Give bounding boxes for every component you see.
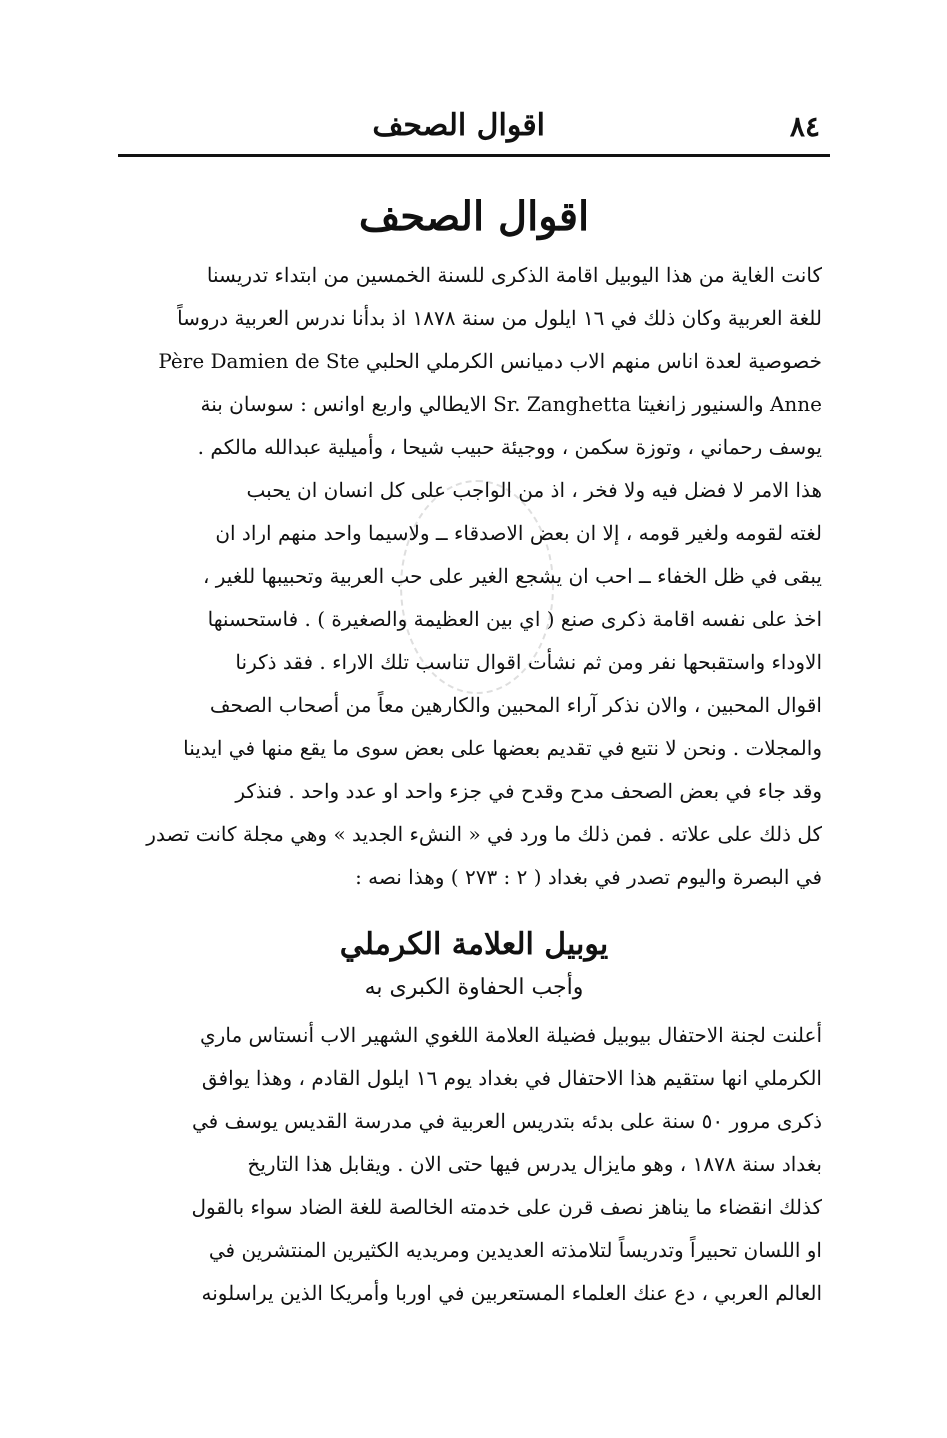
- body-line: بغداد سنة ١٨٧٨ ، وهو مايزال يدرس فيها حتى الان . ويقابل هذا التاريخ: [247, 1152, 822, 1176]
- body-line: العالم العربي ، دع عنك العلماء المستعربين في اوربا وأمريكا الذين يراسلونه: [201, 1281, 822, 1305]
- body-line: هذا الامر لا فضل فيه ولا فخر ، اذ من الواجب على كل انسان ان يحبب: [246, 478, 822, 502]
- body-line: الاوداء واستقبحها نفر ومن ثم نشأت اقوال تناسب تلك الاراء . فقد ذكرنا: [235, 650, 822, 674]
- body-line: كل ذلك على علاته . فمن ذلك ما ورد في « النشء الجديد » وهي مجلة كانت تصدر: [146, 822, 822, 846]
- body-line: للغة العربية وكان ذلك في ١٦ ايلول من سنة ١٨٧٨ اذ بدأنا ندرس العربية دروساً: [177, 306, 822, 330]
- article-heading: يوبيل العلامة الكرملي: [339, 927, 609, 962]
- body-line: يوسف رحماني ، وتوزة سكمن ، ووجيئة حبيب شيحا ، وأميلية عبدالله مالكم .: [197, 435, 822, 459]
- running-header-title: اقوال الصحف: [372, 108, 545, 143]
- body-line: لغته لقومه ولغير قومه ، إلا ان بعض الاصدقاء ــ ولاسيما واحد منهم اراد ان: [215, 521, 822, 545]
- section-title: اقوال الصحف: [358, 193, 590, 240]
- body-line: ذكرى مرور ٥٠ سنة على بدئه بتدريس العربية في مدرسة القديس يوسف في: [191, 1109, 822, 1133]
- body-line: أعلنت لجنة الاحتفال بيوبيل فضيلة العلامة اللغوي الشهير الاب أنستاس ماري: [200, 1023, 822, 1047]
- body-line: والمجلات . ونحن لا نتبع في تقديم بعضها على بعض سوى ما يقع منها في ايدينا: [183, 736, 822, 760]
- body-line: كذلك انقضاء ما يناهز نصف قرن على خدمته الخالصة للغة الضاد سواء بالقول: [191, 1195, 822, 1219]
- body-line: الكرملي انها ستقيم هذا الاحتفال في بغداد يوم ١٦ ايلول القادم ، وهذا يوافق: [201, 1066, 822, 1090]
- body-line: او اللسان تحبيراً وتدريساً لتلامذته العديدين ومريديه الكثيرين المنتشرين في: [208, 1238, 822, 1262]
- running-header: [118, 98, 830, 150]
- body-line: كانت الغاية من هذا اليوبيل اقامة الذكرى للسنة الخمسين من ابتداء تدريسنا: [206, 263, 822, 287]
- body-line: اقوال المحبين ، والان نذكر آراء المحبين والكارهين معاً من أصحاب الصحف: [209, 693, 822, 717]
- body-line: خصوصية لعدة اناس منهم الاب دميانس الكرملي الحلبي Père Damien de Ste: [158, 349, 822, 373]
- body-line: اخذ على نفسه اقامة ذكرى صنع ( اي بين العظيمة والصغيرة ) . فاستحسنها: [207, 607, 822, 631]
- page-number: ٨٤: [789, 110, 820, 143]
- body-line: في البصرة واليوم تصدر في بغداد ( ٢ : ٢٧٣ ) وهذا نصه :: [355, 865, 822, 889]
- article-subheading: وأجب الحفاوة الكبرى به: [364, 975, 584, 1000]
- body-line: Anne والسنيور زانغيتا Sr. Zanghetta الايطالي واربع اوانس : سوسان بنة: [200, 392, 822, 416]
- body-line: يبقى في ظل الخفاء ــ احب ان يشجع الغير على حب العربية وتحبيبها للغير ،: [202, 564, 822, 588]
- header-divider: [118, 154, 830, 157]
- body-line: وقد جاء في بعض الصحف مدح وقدح في جزء واحد او عدد واحد . فنذكر: [235, 779, 822, 803]
